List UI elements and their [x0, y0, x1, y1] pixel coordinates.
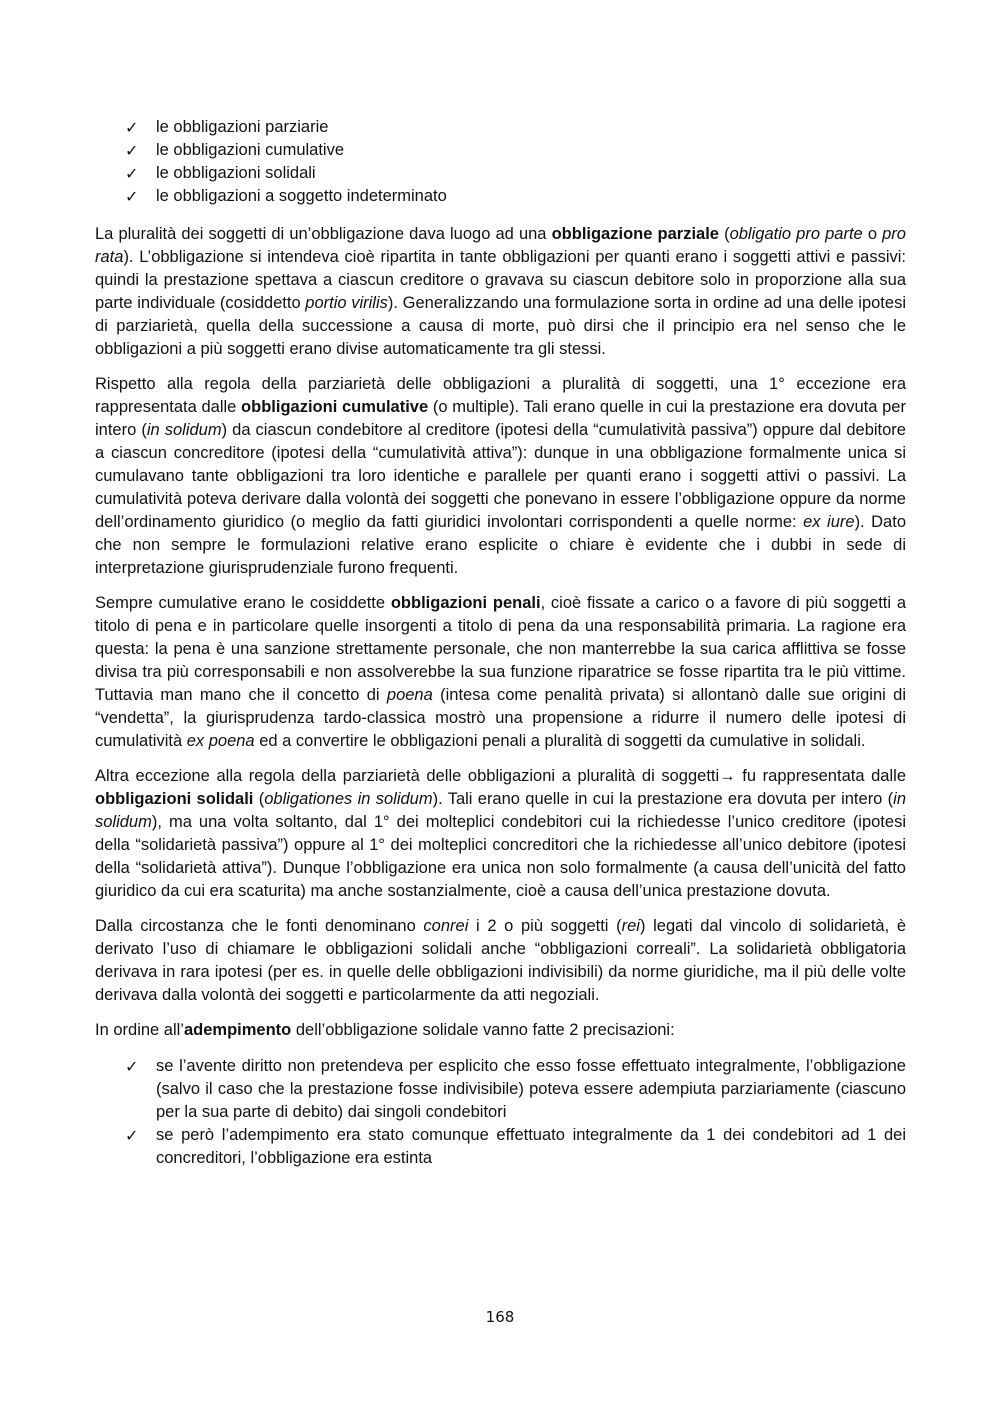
check-mark-icon: ✓	[125, 187, 139, 206]
text-run: (o multiple). Tali erano quelle in cui la prestazione era dovuta per intero (	[95, 398, 906, 439]
paragraph-obbligazioni-correali	[95, 915, 906, 1007]
text-run: (intesa come penalità privata) si allontanò dalle sue origini di “vendetta”, la giurisprudenza tardo-classica mostrò una propensione a ridurre il numero delle ipotesi di cumulatività	[95, 686, 906, 750]
text-run: o	[862, 225, 883, 243]
bold-term: obbligazioni cumulative	[241, 398, 429, 416]
text-run: (	[718, 225, 730, 243]
italic-term: in solidum	[95, 790, 907, 831]
intro-checklist	[95, 116, 906, 208]
list-item	[125, 116, 906, 139]
paragraph-obbligazioni-cumulative	[95, 373, 906, 580]
list-item-text: le obbligazioni a soggetto indeterminato	[156, 187, 447, 205]
check-mark-icon: ✓	[125, 1126, 139, 1145]
italic-term: obligatio pro parte	[729, 225, 863, 243]
text-run: ). Dato che non sempre le formulazioni relative erano esplicite o chiare è evidente che i dubbi in sede di interpretazione giurisprudenziale furono frequenti.	[95, 513, 906, 577]
italic-term: rei	[621, 917, 640, 935]
italic-term: pro rata	[95, 225, 906, 266]
list-item	[125, 1124, 906, 1170]
paragraph-obbligazioni-penali	[95, 592, 906, 753]
text-run: (	[253, 790, 265, 808]
bold-term: obbligazione parziale	[551, 225, 719, 243]
italic-term: poena	[386, 686, 433, 704]
adempimento-checklist	[95, 1055, 906, 1170]
list-item-text: le obbligazioni solidali	[156, 164, 316, 182]
italic-term: in solidum	[146, 421, 222, 439]
list-item	[125, 185, 906, 208]
italic-term: obligationes in solidum	[264, 790, 433, 808]
italic-term: conrei	[423, 917, 469, 935]
check-mark-icon: ✓	[125, 164, 139, 183]
text-run: , cioè fissate a carico o a favore di più soggetti a titolo di pena e in particolare quelle insorgenti a titolo di pena da una responsabilità primaria. La ragione era questa: la pena è una sanzione strettamente personale, che non manterrebbe la sua carica afflittiva se fosse divisa tra più corresponsabili e non assolverebbe la sua funzione riparatrice se fosse ripartita tra le più vittime. Tuttavia man mano che il concetto di	[95, 594, 907, 704]
bold-term: adempimento	[183, 1021, 292, 1039]
check-mark-icon: ✓	[125, 1057, 139, 1076]
list-item-text: le obbligazioni parziarie	[156, 118, 329, 136]
text-run: La pluralità dei soggetti di un’obbligazione dava luogo ad una	[95, 225, 552, 243]
bold-term: obbligazioni penali	[390, 594, 541, 612]
text-run: In ordine all’	[95, 1021, 184, 1039]
text-run: ) legati dal vincolo di solidarietà, è derivato l’uso di chiamare le obbligazioni solidali anche “obbligazioni correali”. La solidarietà obbligatoria derivava in rara ipotesi (per es. in quelle delle obbligazioni indivisibili) da norme giuridiche, ma il più delle volte derivava dalla volontà dei soggetti e particolarmente da atti negoziali.	[95, 917, 906, 1004]
text-run: ed a convertire le obbligazioni penali a pluralità di soggetti da cumulative in solidali.	[254, 732, 866, 750]
list-item-text: se l’avente diritto non pretendeva per esplicito che esso fosse effettuato integralmente, l’obbligazione (salvo il caso che la prestazione fosse indivisibile) poteva essere adempiuta parziariamente (ciascuno per la sua parte di debito) dai singoli condebitori	[156, 1057, 906, 1121]
list-item-text: le obbligazioni cumulative	[156, 141, 345, 159]
italic-term: ex iure	[803, 513, 855, 531]
bold-term: obbligazioni solidali	[95, 790, 254, 808]
text-run: ). Generalizzando una formulazione sorta in ordine ad una delle ipotesi di parziarietà, quella della successione a causa di morte, può dirsi che il principio era nel senso che le obbligazioni a più soggetti erano divise automaticamente tra gli stessi.	[95, 294, 906, 358]
text-run: Rispetto alla regola della parziarietà delle obbligazioni a pluralità di soggetti, una 1° eccezione era rappresentata dalle	[95, 375, 906, 416]
paragraph-obbligazioni-solidali	[95, 765, 906, 903]
text-run: ) da ciascun condebitore al creditore (ipotesi della “cumulatività passiva”) oppure dal debitore a ciascun concreditore (ipotesi della “cumulatività attiva”): dunque in una obbligazione formalmente unica si cumulavano tante obbligazioni tra loro identiche e parallele per quanti erano i soggetti attivi o passivi. La cumulatività poteva derivare dalla volontà dei soggetti che ponevano in essere l’obbligazione oppure da norme dell’ordinamento giuridico (o meglio da fatti giuridici involontari corrispondenti a quelle norme:	[95, 421, 906, 531]
list-item	[125, 139, 906, 162]
text-run: Sempre cumulative erano le cosiddette	[95, 594, 391, 612]
list-item-text: se però l’adempimento era stato comunque effettuato integralmente da 1 dei condebitori ad 1 dei concreditori, l’obbligazione era estinta	[156, 1126, 906, 1167]
text-run: Altra eccezione alla regola della parziarietà delle obbligazioni a pluralità di soggetti→ fu rappresentata dalle	[95, 767, 906, 785]
text-run: ), ma una volta soltanto, dal 1° dei molteplici condebitori cui la richiedesse l’unico creditore (ipotesi della “solidarietà passiva”) oppure al 1° dei molteplici concreditori che la richiedesse all’unico debitore (ipotesi della “solidarietà attiva”). Dunque l’obbligazione era unica non solo formalmente (a causa dell’unicità del fatto giuridico da cui era scaturita) ma anche sostanzialmente, cioè a causa dell’unica prestazione dovuta.	[95, 813, 906, 900]
italic-term: ex poena	[186, 732, 255, 750]
italic-term: portio virilis	[305, 294, 388, 312]
text-run: dell’obbligazione solidale vanno fatte 2 precisazioni:	[291, 1021, 675, 1039]
page-number: 168	[485, 1308, 515, 1326]
list-item	[125, 1055, 906, 1124]
text-run: ). Tali erano quelle in cui la prestazione era dovuta per intero (	[432, 790, 894, 808]
text-run: i 2 o più soggetti (	[468, 917, 622, 935]
check-mark-icon: ✓	[125, 141, 139, 160]
text-run: ). L’obbligazione si intendeva cioè ripartita in tante obbligazioni per quanti erano i soggetti attivi e passivi: quindi la prestazione spettava a ciascun creditore o gravava su ciascun debitore solo in proporzione alla sua parte individuale (cosiddetto	[95, 248, 906, 312]
text-run: Dalla circostanza che le fonti denominano	[95, 917, 424, 935]
paragraph-obbligazione-parziale	[95, 223, 906, 361]
paragraph-adempimento	[95, 1019, 906, 1042]
list-item	[125, 162, 906, 185]
check-mark-icon: ✓	[125, 118, 139, 137]
